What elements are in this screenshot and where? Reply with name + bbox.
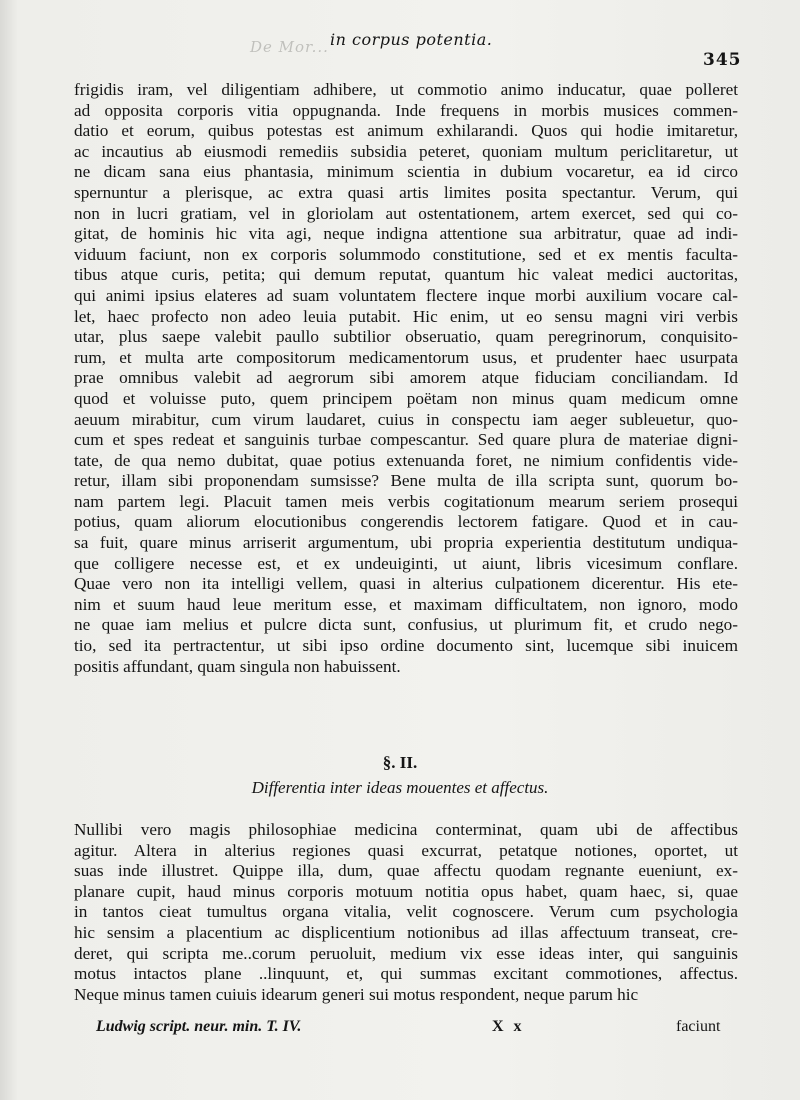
text-line: nim et suum haud leue meritum esse, et maximam difficultatem, non ignoro, modo (74, 594, 738, 614)
text-line: in tantos cieat tumultus organa vitalia, velit cognoscere. Verum cum psychologia (74, 902, 738, 922)
text-line: frigidis iram, vel diligentiam adhibere, ut commotio animo inducatur, quae polleret (74, 80, 738, 99)
text-line: utar, plus saepe valebit paullo subtilior obseruatio, quam peregrinorum, conquisito- (74, 327, 738, 347)
text-line: prae omnibus valebit ad aegrorum sibi amorem atque fiduciam conciliandam. Id (74, 368, 738, 388)
text-line: qui animi ipsius elateres ad suam voluntatem flectere inque morbi auxilium vocare cal- (74, 285, 738, 305)
text-line: tio, sed ita pertractentur, ut sibi ipso ordine documento sint, lucemque sibi inuicem (74, 636, 738, 656)
page-number: 345 (703, 50, 742, 70)
text-line: motus intactos plane ..linquunt, et, qui summas excitant commotiones, affectus. (74, 964, 738, 984)
text-line: Nullibi vero magis philosophiae medicina conterminat, quam ubi de affectibus (74, 820, 738, 839)
text-line: viduum faciunt, non ex corporis solummodo constitutione, sed et ex mentis facultа- (74, 244, 738, 264)
text-line: tate, de qua nemo dubitat, quae potius extenuanda foret, ne nimium confidentis vide- (74, 450, 738, 470)
text-line: tibus atque curis, petita; qui demum reputat, quantum hic valeat medici auctoritas, (74, 265, 738, 285)
text-line: positis affundant, quam singula non habuissent. (74, 656, 401, 676)
text-line: deret, qui scripta me..corum peruoluit, medium vix esse ideas inter, qui sanguinis (74, 943, 738, 963)
catchword: faciunt (676, 1018, 721, 1035)
text-line: ac incautius ab eiusmodi remediis subsidia peteret, quoniam multum periclitaretur, ut (74, 141, 738, 161)
text-line: rum, et multa arte compositorum medicamentorum usus, et prudenter haec usurpata (74, 347, 738, 367)
text-line: nam partem legi. Placuit tamen meis verbis cogitationum mearum seriem prosequi (74, 491, 738, 511)
bleed-through-text: De Mor... (250, 38, 329, 56)
text-line: gitat, de hominis hic vita agi, neque indigna attentione sua arbitratur, quae ad indi- (74, 224, 738, 244)
running-head: in corpus potentia. (330, 30, 493, 49)
text-line: ne quae iam melius et pulcre dicta sunt, confusius, ut plurimum fit, et crudo nego- (74, 615, 738, 635)
text-line: suas inde illustret. Quippe illa, dum, quae affectu quodam regnante eueniunt, ex- (74, 861, 738, 881)
text-line: non in lucri gratiam, vel in gloriolam aut ostentationem, artem exercet, sed qui co- (74, 203, 738, 223)
paragraph-2 (74, 820, 738, 1005)
text-line: datio et eorum, quibus potestas est animum exhilarandi. Quos qui hodie imitaretur, (74, 121, 738, 141)
text-line: Neque minus tamen cuiuis idearum generi sui motus respondent, neque parum hic (74, 984, 639, 1004)
text-line: agitur. Altera in alterius regiones quasi excurrat, petatque notiones, oportet, ut (74, 840, 738, 860)
text-line: que colligere necesse est, et ex undeuiginti, ut aiunt, libris vicesimum conflare. (74, 553, 738, 573)
paragraph-1 (74, 80, 738, 677)
text-line: sa fuit, quare minus arriserit argumentum, ubi propria experientia destitutum undiqua- (74, 533, 738, 553)
text-line: hic sensim a placentium ac displicentium notionibus ad illas affectuum transeat, cre- (74, 922, 738, 942)
text-line: ne dicam sana eius phantasia, minimum scientia in dubium vocaretur, ea id circo (74, 162, 738, 182)
text-line: aeuum mirabitur, cum virum laudaret, cuius in conspectu iam aeger subleuetur, quo- (74, 409, 738, 429)
text-line: quod et voluisse puto, quem principem poëtam non minus quam medicum omne (74, 388, 738, 408)
text-line: potius, quam aliorum elocutionibus congerendis lectorem fatigare. Quod et in cau- (74, 512, 738, 532)
section-number: §. II. (382, 753, 418, 772)
text-line: Quae vero non ita intelligi vellem, quasi in alterius culpationem dicerentur. His ete- (74, 574, 738, 594)
text-line: let, haec profecto non adeo leuia putabit. Hic enim, ut eo sensu magni viri verbis (74, 306, 738, 326)
signature-line: Ludwig script. neur. min. T. IV. (96, 1018, 302, 1035)
text-line: planare cupit, haud minus corporis motuum notitia opus habet, quam haec, si, quae (74, 881, 738, 901)
section-title: Differentia inter ideas mouentes et affectus. (251, 778, 549, 797)
text-line: retur, illam sibi proponendam sumsisse? Bene multa de illa scripta sunt, quorum bo- (74, 471, 738, 491)
text-line: spernuntur a plerisque, ac extra quasi artis limites posita spectantur. Verum, qui (74, 182, 738, 202)
text-line: ad opposita corporis vitia oppugnanda. Inde frequens in morbis musices commen- (74, 100, 738, 120)
signature-mark: X x (492, 1018, 525, 1035)
text-line: cum et spes redeat et sanguinis turbae compescantur. Sed quare plura de materiae digni- (74, 430, 738, 450)
